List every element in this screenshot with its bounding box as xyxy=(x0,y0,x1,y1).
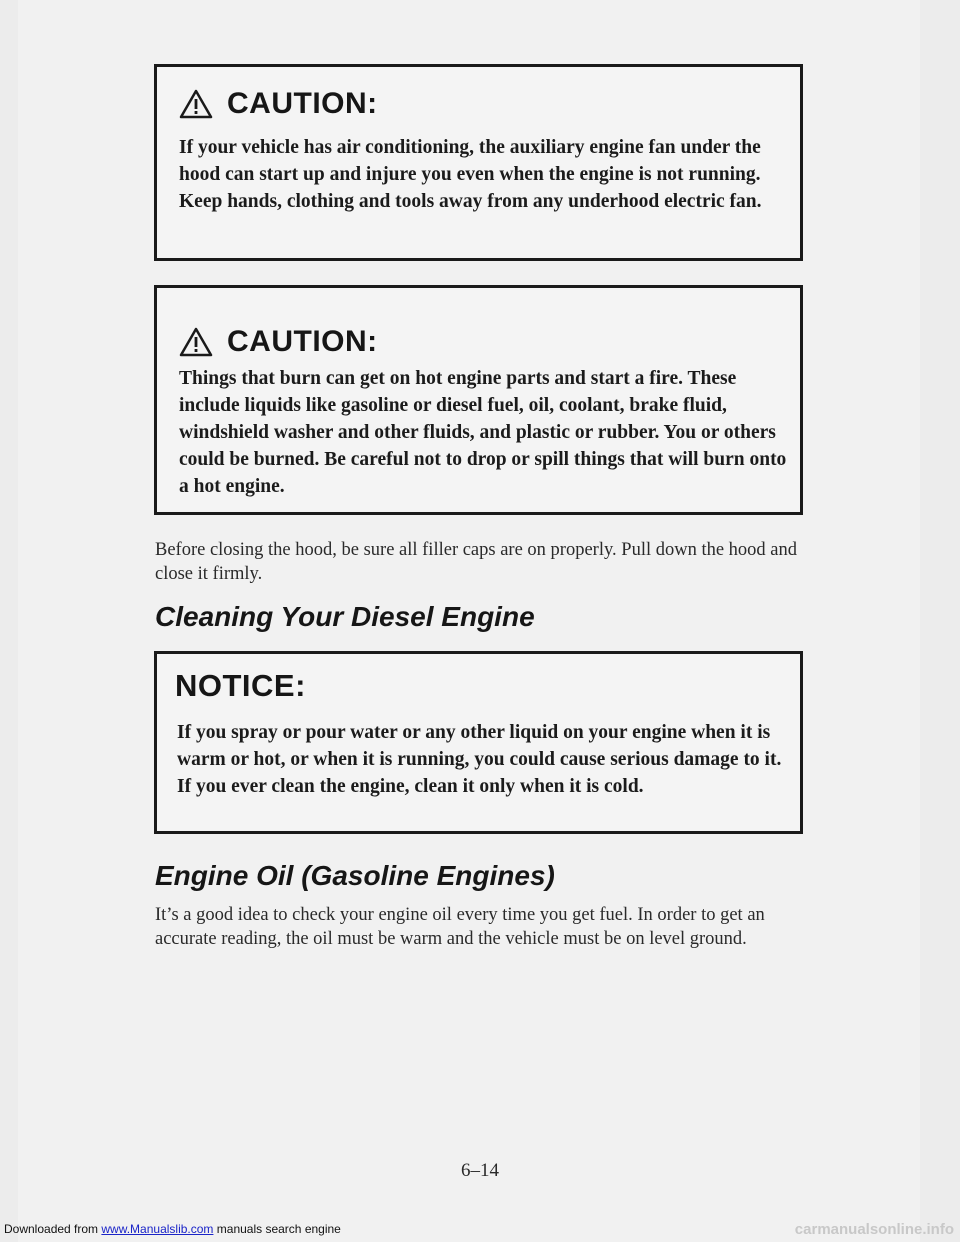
warning-triangle-icon xyxy=(179,89,213,119)
section-heading-cleaning: Cleaning Your Diesel Engine xyxy=(155,601,535,632)
section-heading-engine-oil: Engine Oil (Gasoline Engines) xyxy=(155,860,555,891)
caution-text: Things that burn can get on hot engine parts and start a fire. These include liquids like gasoline or diesel fuel, oil, coolant, brake fluid, windshield washer and other fluids, and plastic or rubber. You or others could be burned. Be careful not to drop or spill things that will burn onto a hot engine. xyxy=(179,368,787,497)
page-number: 6–14 xyxy=(461,1160,499,1181)
download-footer xyxy=(4,1222,341,1236)
warning-triangle-icon xyxy=(179,327,213,357)
hood-closing-paragraph: Before closing the hood, be sure all filler caps are on properly. Pull down the hood and close it firmly. xyxy=(155,540,798,584)
caution-header xyxy=(179,87,378,121)
footer-suffix: manuals search engine xyxy=(213,1222,341,1236)
footer-prefix: Downloaded from xyxy=(4,1222,102,1236)
caution-text: If your vehicle has air conditioning, the auxiliary engine fan under the hood can start up and injure you even when the engine is not running. Keep hands, clothing and tools away from any underhood electric fan. xyxy=(179,137,762,212)
notice-text: If you spray or pour water or any other liquid on your engine when it is warm or hot, or when it is running, you could cause serious damage to it. If you ever clean the engine, clean it only when it is cold. xyxy=(177,722,782,797)
notice-label: NOTICE: xyxy=(175,668,306,703)
engine-oil-paragraph: It’s a good idea to check your engine oil every time you get fuel. In order to get an accurate reading, the oil must be warm and the vehicle must be on level ground. xyxy=(155,905,765,949)
caution-box-fan xyxy=(154,64,803,261)
caution-label: CAUTION: xyxy=(227,87,378,120)
manualslib-link[interactable]: www.Manualslib.com xyxy=(101,1222,214,1236)
notice-box xyxy=(154,651,803,834)
caution-box-fire xyxy=(154,285,803,515)
watermark: carmanualsonline.info xyxy=(794,1221,954,1238)
caution-label: CAUTION: xyxy=(227,325,378,358)
caution-header xyxy=(179,325,378,359)
